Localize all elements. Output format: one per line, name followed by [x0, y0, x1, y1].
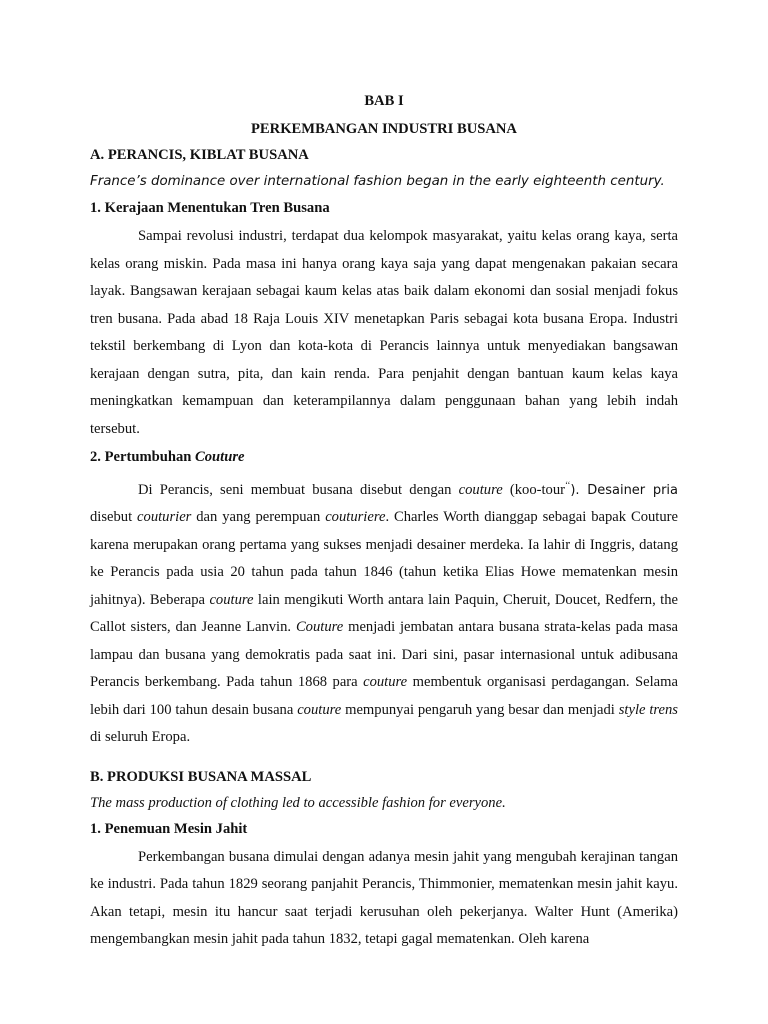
- section-b-sub1-heading: 1. Penemuan Mesin Jahit: [90, 820, 248, 837]
- seg: . Charles Worth dianggap sebagai bapak Couture karena merupakan orang pertama yang sukses menjadi desainer merdeka. Ia lahir di Inggris, datang ke Perancis pada usia 20 tahun pada tahun 1846 (tahun ketika Elias Howe mematenkan mesin jahitnya). Beberapa: [90, 509, 678, 608]
- section-a-tagline: [90, 170, 678, 193]
- seg: dan yang perempuan: [191, 509, 326, 526]
- seg-italic: couturier: [137, 509, 192, 526]
- section-b-heading: B. PRODUKSI BUSANA MASSAL: [90, 768, 312, 785]
- section-a-sub1-heading: 1. Kerajaan Menentukan Tren Busana: [90, 200, 330, 216]
- seg-quote: ‘‘: [565, 480, 571, 490]
- section-a-sub2-paragraph: [90, 472, 678, 752]
- seg: mempunyai pengaruh yang besar dan menjadi: [341, 701, 619, 718]
- section-spacer: [90, 755, 678, 766]
- section-b-sub1-paragraph: Perkembangan busana dimulai dengan adanya mesin jahit yang mengubah kerajinan tangan ke industri. Pada tahun 1829 seorang panjahit Perancis, Thimmonier, mematenkan mesin jahit kayu. Akan tetapi, mesin itu hancur saat terjadi kerusuhan oleh pekerjanya. Walter Hunt (Amerika) mengembangkan mesin jahit pada tahun 1832, tetapi gagal mematenkan. Oleh karena: [90, 848, 678, 948]
- section-a-heading: A. PERANCIS, KIBLAT BUSANA: [90, 147, 309, 163]
- section-b-tagline: The mass production of clothing led to accessible fashion for everyone.: [90, 794, 506, 811]
- document-body: [90, 90, 678, 957]
- seg-italic: couture: [363, 674, 408, 691]
- seg: di seluruh Eropa.: [90, 729, 191, 746]
- sub2-heading-italic: Couture: [195, 449, 245, 465]
- seg-italic: couture: [458, 481, 503, 498]
- seg: lain mengikuti Worth antara lain Paquin, Cheruit, Doucet, Redfern, the Callot sisters, dan Jeanne Lanvin.: [90, 591, 678, 636]
- chapter-title: PERKEMBANGAN INDUSTRI BUSANA: [251, 121, 517, 137]
- seg: (koo-tour: [502, 481, 565, 498]
- seg: disebut: [90, 509, 138, 526]
- seg: Di Perancis, seni membuat busana disebut dengan: [138, 481, 459, 498]
- section-a-tagline-text: France’s dominance over international fashion began in the early eighteenth century.: [90, 174, 665, 189]
- seg: menjadi jembatan antara busana strata-kelas pada masa lampau dan busana yang demokratis pada saat ini. Dari sini, pasar internasional untuk adibusana Perancis berkembang. Pada tahun 1868 para: [90, 619, 678, 691]
- sub2-heading-prefix: 2. Pertumbuhan: [90, 449, 196, 465]
- seg-italic: style trens: [618, 701, 678, 718]
- seg-italic: couture: [297, 701, 342, 718]
- chapter-number: BAB I: [364, 93, 404, 109]
- section-a-sub1-paragraph: Sampai revolusi industri, terdapat dua kelompok masyarakat, yaitu kelas orang kaya, serta kelas orang miskin. Pada masa ini hanya orang kaya saja yang dapat mengenakan pakaian secara layak. Bangsawan kerajaan sebagai kaum kelas atas baik dalam ekonomi dan sosial menjadi fokus tren busana. Pada abad 18 Raja Louis XIV menetapkan Paris sebagai kota busana Eropa. Industri tekstil berkembang di Lyon dan kota-kota di Perancis lainnya untuk menyediakan bangsawan kerajaan dengan sutra, pita, dan kain renda. Para penjahit dengan bantuan kaum kelas kaya meningkatkan kemampuan dan keterampilannya dalam penggunaan bahan yang lebih indah tersebut.: [90, 228, 678, 437]
- seg-italic: Couture: [295, 619, 344, 636]
- seg-italic: couture: [209, 591, 254, 608]
- seg-sans: ). Desainer pria: [570, 482, 678, 498]
- seg: membentuk organisasi perdagangan. Selama lebih dari 100 tahun desain busana: [90, 674, 678, 718]
- section-a-sub2-heading: [90, 446, 678, 468]
- seg-italic: couturiere: [325, 509, 386, 526]
